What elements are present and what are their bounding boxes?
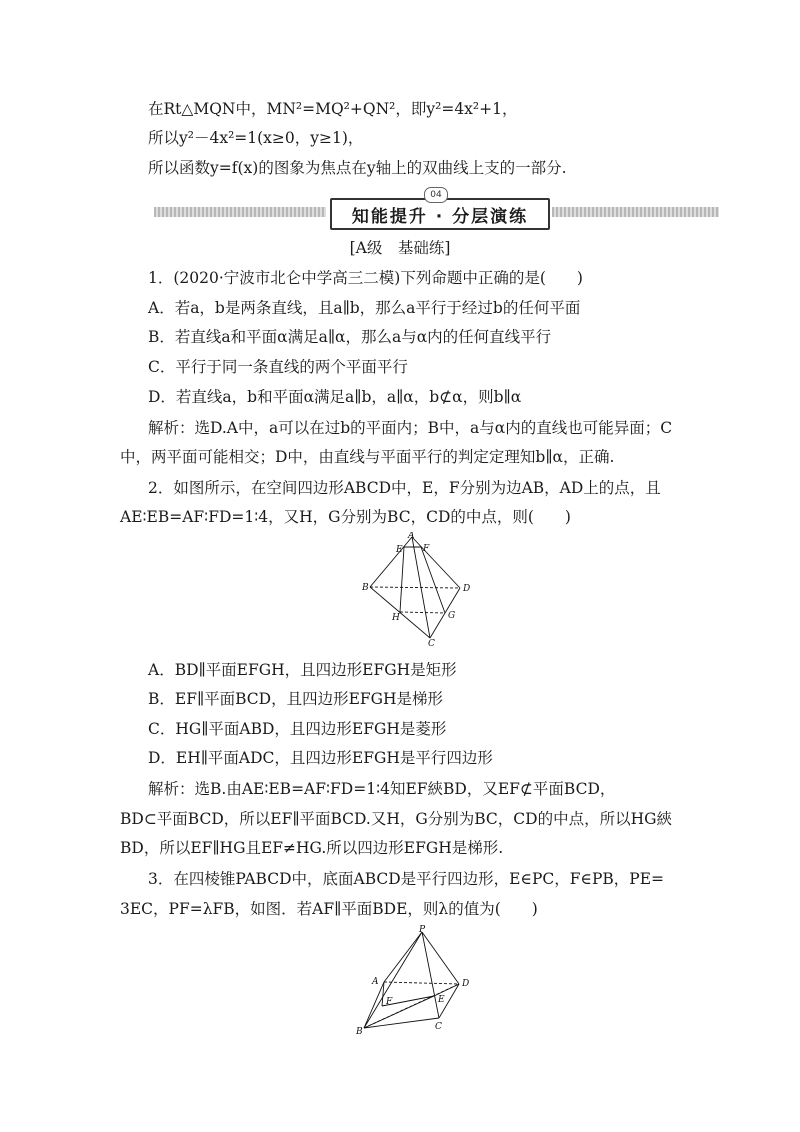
q2-option-d: D．EH∥平面ADC，且四边形EFGH是平行四边形 (148, 749, 493, 767)
q2-solution-3: BD，所以EF∥HG且EF≠HG.所以四边形EFGH是梯形. (120, 839, 504, 857)
fig1-label-g: G (448, 611, 456, 621)
q2-solution-1: 解析：选B.由AE∶EB=AF∶FD=1∶4知EF綊BD，又EF⊄平面BCD， (148, 780, 616, 798)
fig2-label-b: B (356, 1027, 363, 1036)
level-heading: [A级 基础练] (349, 239, 451, 257)
fig1-label-e: E (396, 545, 403, 555)
fig1-label-a: A (408, 532, 415, 541)
q3-stem-1: 3．在四棱锥PABCD中，底面ABCD是平行四边形，E∈PC，F∈PB，PE= (148, 870, 665, 888)
fig1-label-f: F (423, 544, 430, 554)
q1-stem: 1．(2020·宁波市北仑中学高三二模)下列命题中正确的是( ) (148, 269, 583, 287)
q2-stem-2: AE∶EB=AF∶FD=1∶4，又H，G分别为BC，CD的中点，则( ) (120, 508, 571, 526)
section-banner (154, 190, 719, 228)
q2-option-b: B．EF∥平面BCD，且四边形EFGH是梯形 (148, 690, 444, 708)
banner-badge: 04 (424, 187, 448, 203)
fig2-label-p: P (419, 925, 426, 935)
q1-solution-1: 解析：选D.A中，a可以在过b的平面内；B中，a与α内的直线也可能异面；C (148, 419, 673, 437)
fig2-label-f: F (386, 997, 393, 1007)
intro-line-1: 在Rt△MQN中，MN²=MQ²+QN²，即y²=4x²+1， (148, 100, 518, 118)
intro-line-2: 所以y²－4x²=1(x≥0，y≥1)， (148, 129, 364, 147)
q3-stem-2: 3EC，PF=λFB，如图．若AF∥平面BDE，则λ的值为( ) (120, 900, 538, 918)
q1-option-b: B．若直线a和平面α满足a∥α，那么a与α内的任何直线平行 (148, 328, 552, 346)
q2-option-c: C．HG∥平面ABD，且四边形EFGH是菱形 (148, 720, 447, 738)
fig1-label-c: C (428, 639, 435, 646)
fig1-label-d: D (463, 584, 471, 594)
q1-option-d: D．若直线a，b和平面α满足a∥b，a∥α，b⊄α，则b∥α (148, 388, 522, 406)
banner-title: 知能提升 · 分层演练 (330, 198, 550, 230)
banner-bar-right (552, 207, 719, 217)
intro-line-3: 所以函数y=f(x)的图象为焦点在y轴上的双曲线上支的一部分. (148, 159, 567, 177)
q2-option-a: A．BD∥平面EFGH，且四边形EFGH是矩形 (148, 661, 457, 679)
q1-option-a: A．若a，b是两条直线，且a∥b，那么a平行于经过b的任何平面 (148, 299, 581, 317)
q2-solution-2: BD⊂平面BCD，所以EF∥平面BCD.又H，G分别为BC，CD的中点，所以HG綊 (120, 810, 672, 828)
figure-tetrahedron (362, 532, 472, 646)
fig2-label-a: A (372, 977, 379, 987)
fig1-label-h: H (392, 613, 400, 623)
fig2-label-c: C (435, 1022, 442, 1032)
q1-solution-2: 中，两平面可能相交；D中，由直线与平面平行的判定定理知b∥α，正确. (120, 448, 615, 466)
figure-pyramid (356, 922, 480, 1036)
fig1-label-b: B (362, 583, 369, 593)
q1-option-c: C．平行于同一条直线的两个平面平行 (148, 358, 408, 376)
fig2-label-e: E (438, 995, 445, 1005)
fig2-label-d: D (462, 979, 470, 989)
q2-stem-1: 2．如图所示，在空间四边形ABCD中，E，F分别为边AB，AD上的点，且 (148, 479, 661, 497)
banner-bar-left (154, 207, 326, 217)
